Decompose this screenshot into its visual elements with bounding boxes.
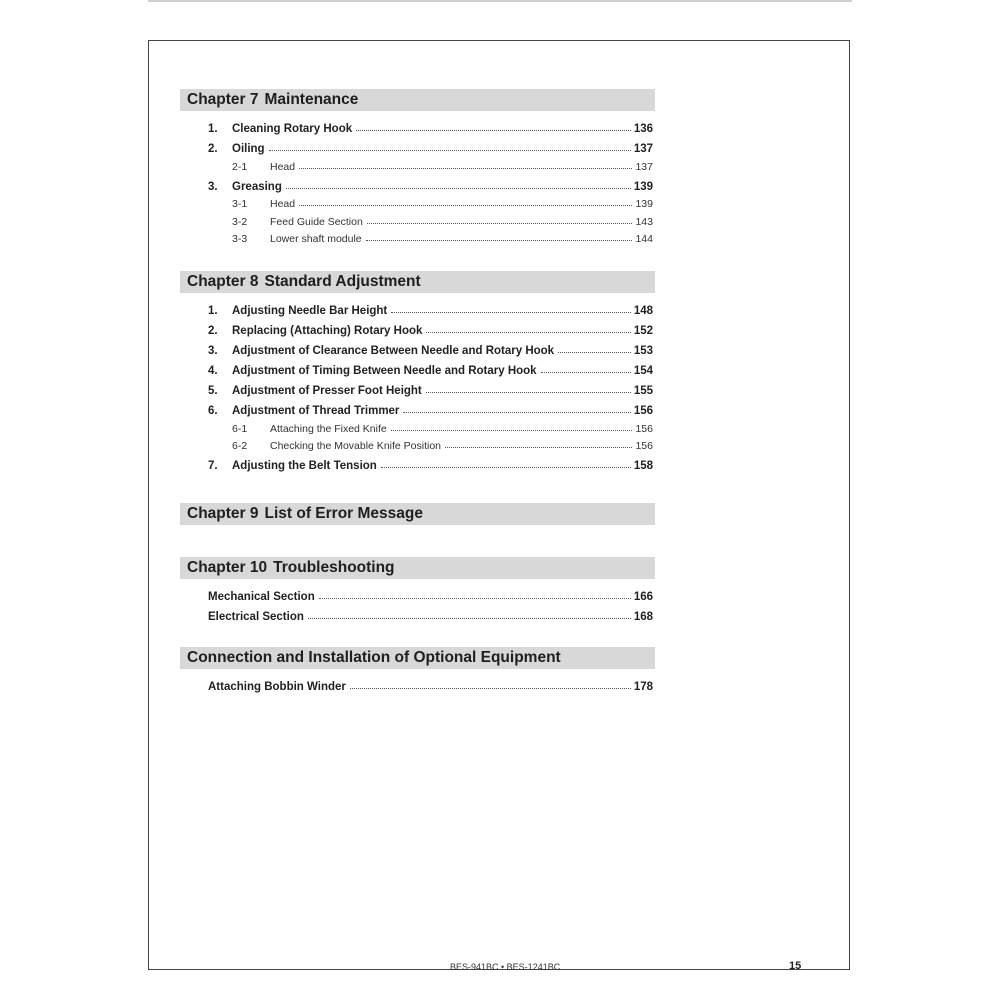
entry-number: 4. <box>208 365 218 377</box>
entry-number: 1. <box>208 305 218 317</box>
entry-page-number: 156 <box>633 405 653 417</box>
entry-number: 5. <box>208 385 218 397</box>
dot-leader <box>381 467 631 468</box>
toc-entry <box>180 452 655 472</box>
entry-title: Mechanical Section <box>208 591 315 603</box>
entry-number: 6. <box>208 405 218 417</box>
entry-page-number: 139 <box>635 198 653 210</box>
toc-entry <box>180 135 655 155</box>
dot-leader <box>426 392 631 393</box>
footer-page-number: 15 <box>789 960 802 972</box>
chapter-8-entries <box>180 297 655 472</box>
chapter-10-entries <box>180 583 655 623</box>
toc-entry <box>180 435 655 453</box>
toc-entry <box>180 357 655 377</box>
entry-page-number: 155 <box>633 385 653 397</box>
chapter-title: Connection and Installation of Optional Equipment <box>187 649 561 666</box>
entry-number: 3. <box>208 345 218 357</box>
chapter-number: Chapter 7 <box>187 91 259 108</box>
dot-leader <box>367 223 633 224</box>
dot-leader <box>558 352 631 353</box>
toc-entry <box>180 228 655 246</box>
chapter-title: Maintenance <box>264 91 359 108</box>
entry-page-number: 166 <box>633 591 653 603</box>
entry-title: Head <box>270 160 296 173</box>
entry-title: Adjustment of Clearance Between Needle and Rotary Hook <box>232 345 555 357</box>
entry-number: 7. <box>208 460 218 472</box>
chapter-7-heading <box>180 89 655 111</box>
top-rule <box>148 0 852 2</box>
entry-page-number: 136 <box>633 123 653 135</box>
entry-title: Adjustment of Presser Foot Height <box>232 385 422 397</box>
entry-title: Feed Guide Section <box>270 215 363 228</box>
chapter-10-heading <box>180 557 655 579</box>
chapter-title: Troubleshooting <box>273 559 395 576</box>
entry-number: 3-2 <box>232 215 248 228</box>
entry-title: Adjustment of Timing Between Needle and Rotary Hook <box>232 365 537 377</box>
entry-number: 1. <box>208 123 218 135</box>
entry-title: Oiling <box>232 143 265 155</box>
toc-entry <box>180 297 655 317</box>
dot-leader <box>286 188 631 189</box>
entry-number: 6-1 <box>232 422 248 435</box>
chapter-10-section <box>180 557 655 623</box>
chapter-title: List of Error Message <box>264 505 423 522</box>
chapter-8-heading <box>180 271 655 293</box>
entry-title: Attaching the Fixed Knife <box>270 422 387 435</box>
optional-equipment-heading <box>180 647 655 669</box>
toc-entry <box>180 337 655 357</box>
dot-leader <box>445 447 632 448</box>
dot-leader <box>391 312 631 313</box>
entry-number: 3-1 <box>232 198 248 210</box>
dot-leader <box>299 205 632 206</box>
toc-entry <box>180 210 655 228</box>
toc-entry <box>180 673 655 693</box>
table-of-contents <box>180 89 655 693</box>
dot-leader <box>356 130 631 131</box>
chapter-number: Chapter 8 <box>187 273 259 290</box>
dot-leader <box>350 688 631 689</box>
entry-title: Adjustment of Thread Trimmer <box>232 405 400 417</box>
chapter-7-section <box>180 89 655 245</box>
entry-title: Lower shaft module <box>270 233 362 245</box>
toc-entry <box>180 603 655 623</box>
entry-title: Greasing <box>232 180 282 193</box>
chapter-8-section <box>180 271 655 472</box>
toc-entry <box>180 583 655 603</box>
dot-leader <box>308 618 631 619</box>
dot-leader <box>366 240 633 241</box>
chapter-title: Standard Adjustment <box>264 273 421 290</box>
entry-page-number: 148 <box>633 305 653 317</box>
toc-entry <box>180 193 655 211</box>
dot-leader <box>403 412 630 413</box>
entry-page-number: 137 <box>635 160 653 173</box>
toc-entry <box>180 173 655 193</box>
dot-leader <box>319 598 631 599</box>
entry-page-number: 156 <box>635 422 653 435</box>
entry-title: Checking the Movable Knife Position <box>270 440 442 452</box>
entry-number: 6-2 <box>232 440 248 452</box>
toc-entry <box>180 115 655 135</box>
dot-leader <box>391 430 633 431</box>
chapter-9-section <box>180 503 655 525</box>
entry-number: 3-3 <box>232 233 248 245</box>
entry-title: Adjusting Needle Bar Height <box>232 305 388 317</box>
entry-number: 2. <box>208 325 218 337</box>
entry-title: Head <box>270 198 296 210</box>
toc-entry <box>180 417 655 435</box>
toc-entry <box>180 317 655 337</box>
entry-page-number: 156 <box>635 440 653 452</box>
dot-leader <box>299 168 632 169</box>
entry-page-number: 152 <box>633 325 653 337</box>
entry-page-number: 168 <box>633 611 653 623</box>
entry-page-number: 158 <box>633 460 653 472</box>
dot-leader <box>426 332 630 333</box>
entry-number: 3. <box>208 180 218 193</box>
entry-page-number: 139 <box>633 180 653 193</box>
chapter-9-heading <box>180 503 655 525</box>
entry-title: Attaching Bobbin Winder <box>208 681 346 693</box>
toc-entry <box>180 397 655 417</box>
chapter-7-entries <box>180 115 655 245</box>
entry-title: Adjusting the Belt Tension <box>232 460 377 472</box>
chapter-number: Chapter 9 <box>187 505 259 522</box>
dot-leader <box>541 372 631 373</box>
footer-model-text: BES-941BC • BES-1241BC <box>450 962 561 972</box>
toc-entry <box>180 155 655 173</box>
entry-title: Replacing (Attaching) Rotary Hook <box>232 325 423 337</box>
entry-page-number: 143 <box>635 215 653 228</box>
entry-title: Electrical Section <box>208 611 304 623</box>
dot-leader <box>269 150 631 151</box>
entry-page-number: 154 <box>633 365 653 377</box>
optional-equipment-section <box>180 647 655 693</box>
toc-entry <box>180 377 655 397</box>
entry-page-number: 178 <box>633 681 653 693</box>
entry-number: 2-1 <box>232 160 248 173</box>
entry-page-number: 153 <box>633 345 653 357</box>
optional-equipment-entries <box>180 673 655 693</box>
entry-number: 2. <box>208 143 218 155</box>
entry-page-number: 144 <box>635 233 653 245</box>
chapter-number: Chapter 10 <box>187 559 268 576</box>
entry-page-number: 137 <box>633 143 653 155</box>
entry-title: Cleaning Rotary Hook <box>232 123 353 135</box>
